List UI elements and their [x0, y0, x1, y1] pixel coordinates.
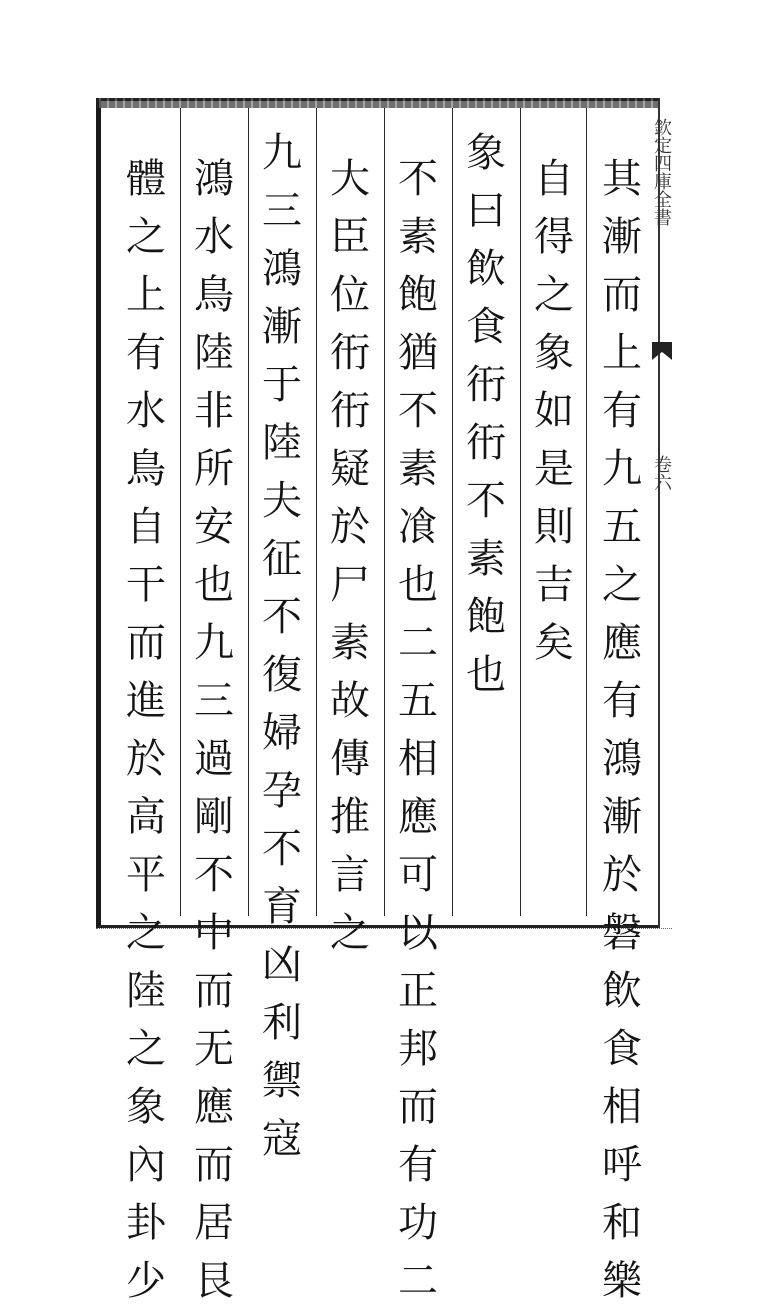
text-column-8: 體之上有水鳥自干而進於高平之陸之象內卦少: [126, 156, 166, 1304]
text-column-3: 象曰飲食衎衎不素飽也: [466, 130, 506, 698]
top-border-band: [96, 98, 658, 108]
text-column-2: 自得之象如是則吉矣: [534, 156, 574, 666]
column-rule: [384, 108, 385, 916]
text-column-6: 九三鴻漸于陸夫征不復婦孕不育凶利禦寇: [262, 130, 302, 1162]
margin-volume: 卷六: [651, 455, 672, 491]
column-rule: [452, 108, 453, 916]
text-column-4: 不素飽猶不素飡也二五相應可以正邦而有功二: [398, 156, 438, 1304]
text-column-5: 大臣位衎衎疑於尸素故傳推言之: [330, 156, 370, 956]
column-rule: [316, 108, 317, 916]
column-rule: [520, 108, 521, 916]
column-rule: [248, 108, 249, 916]
margin-book-title: 欽定四庫全書: [651, 118, 672, 226]
column-rule: [180, 108, 181, 916]
text-column-1: 其漸而上有九五之應有鴻漸於磐飲食相呼和樂: [602, 156, 642, 1304]
column-rule: [586, 108, 587, 916]
bottom-margin-edge: [96, 928, 672, 937]
text-column-7: 鴻水鳥陸非所安也九三過剛不中而无應而居艮: [194, 156, 234, 1304]
